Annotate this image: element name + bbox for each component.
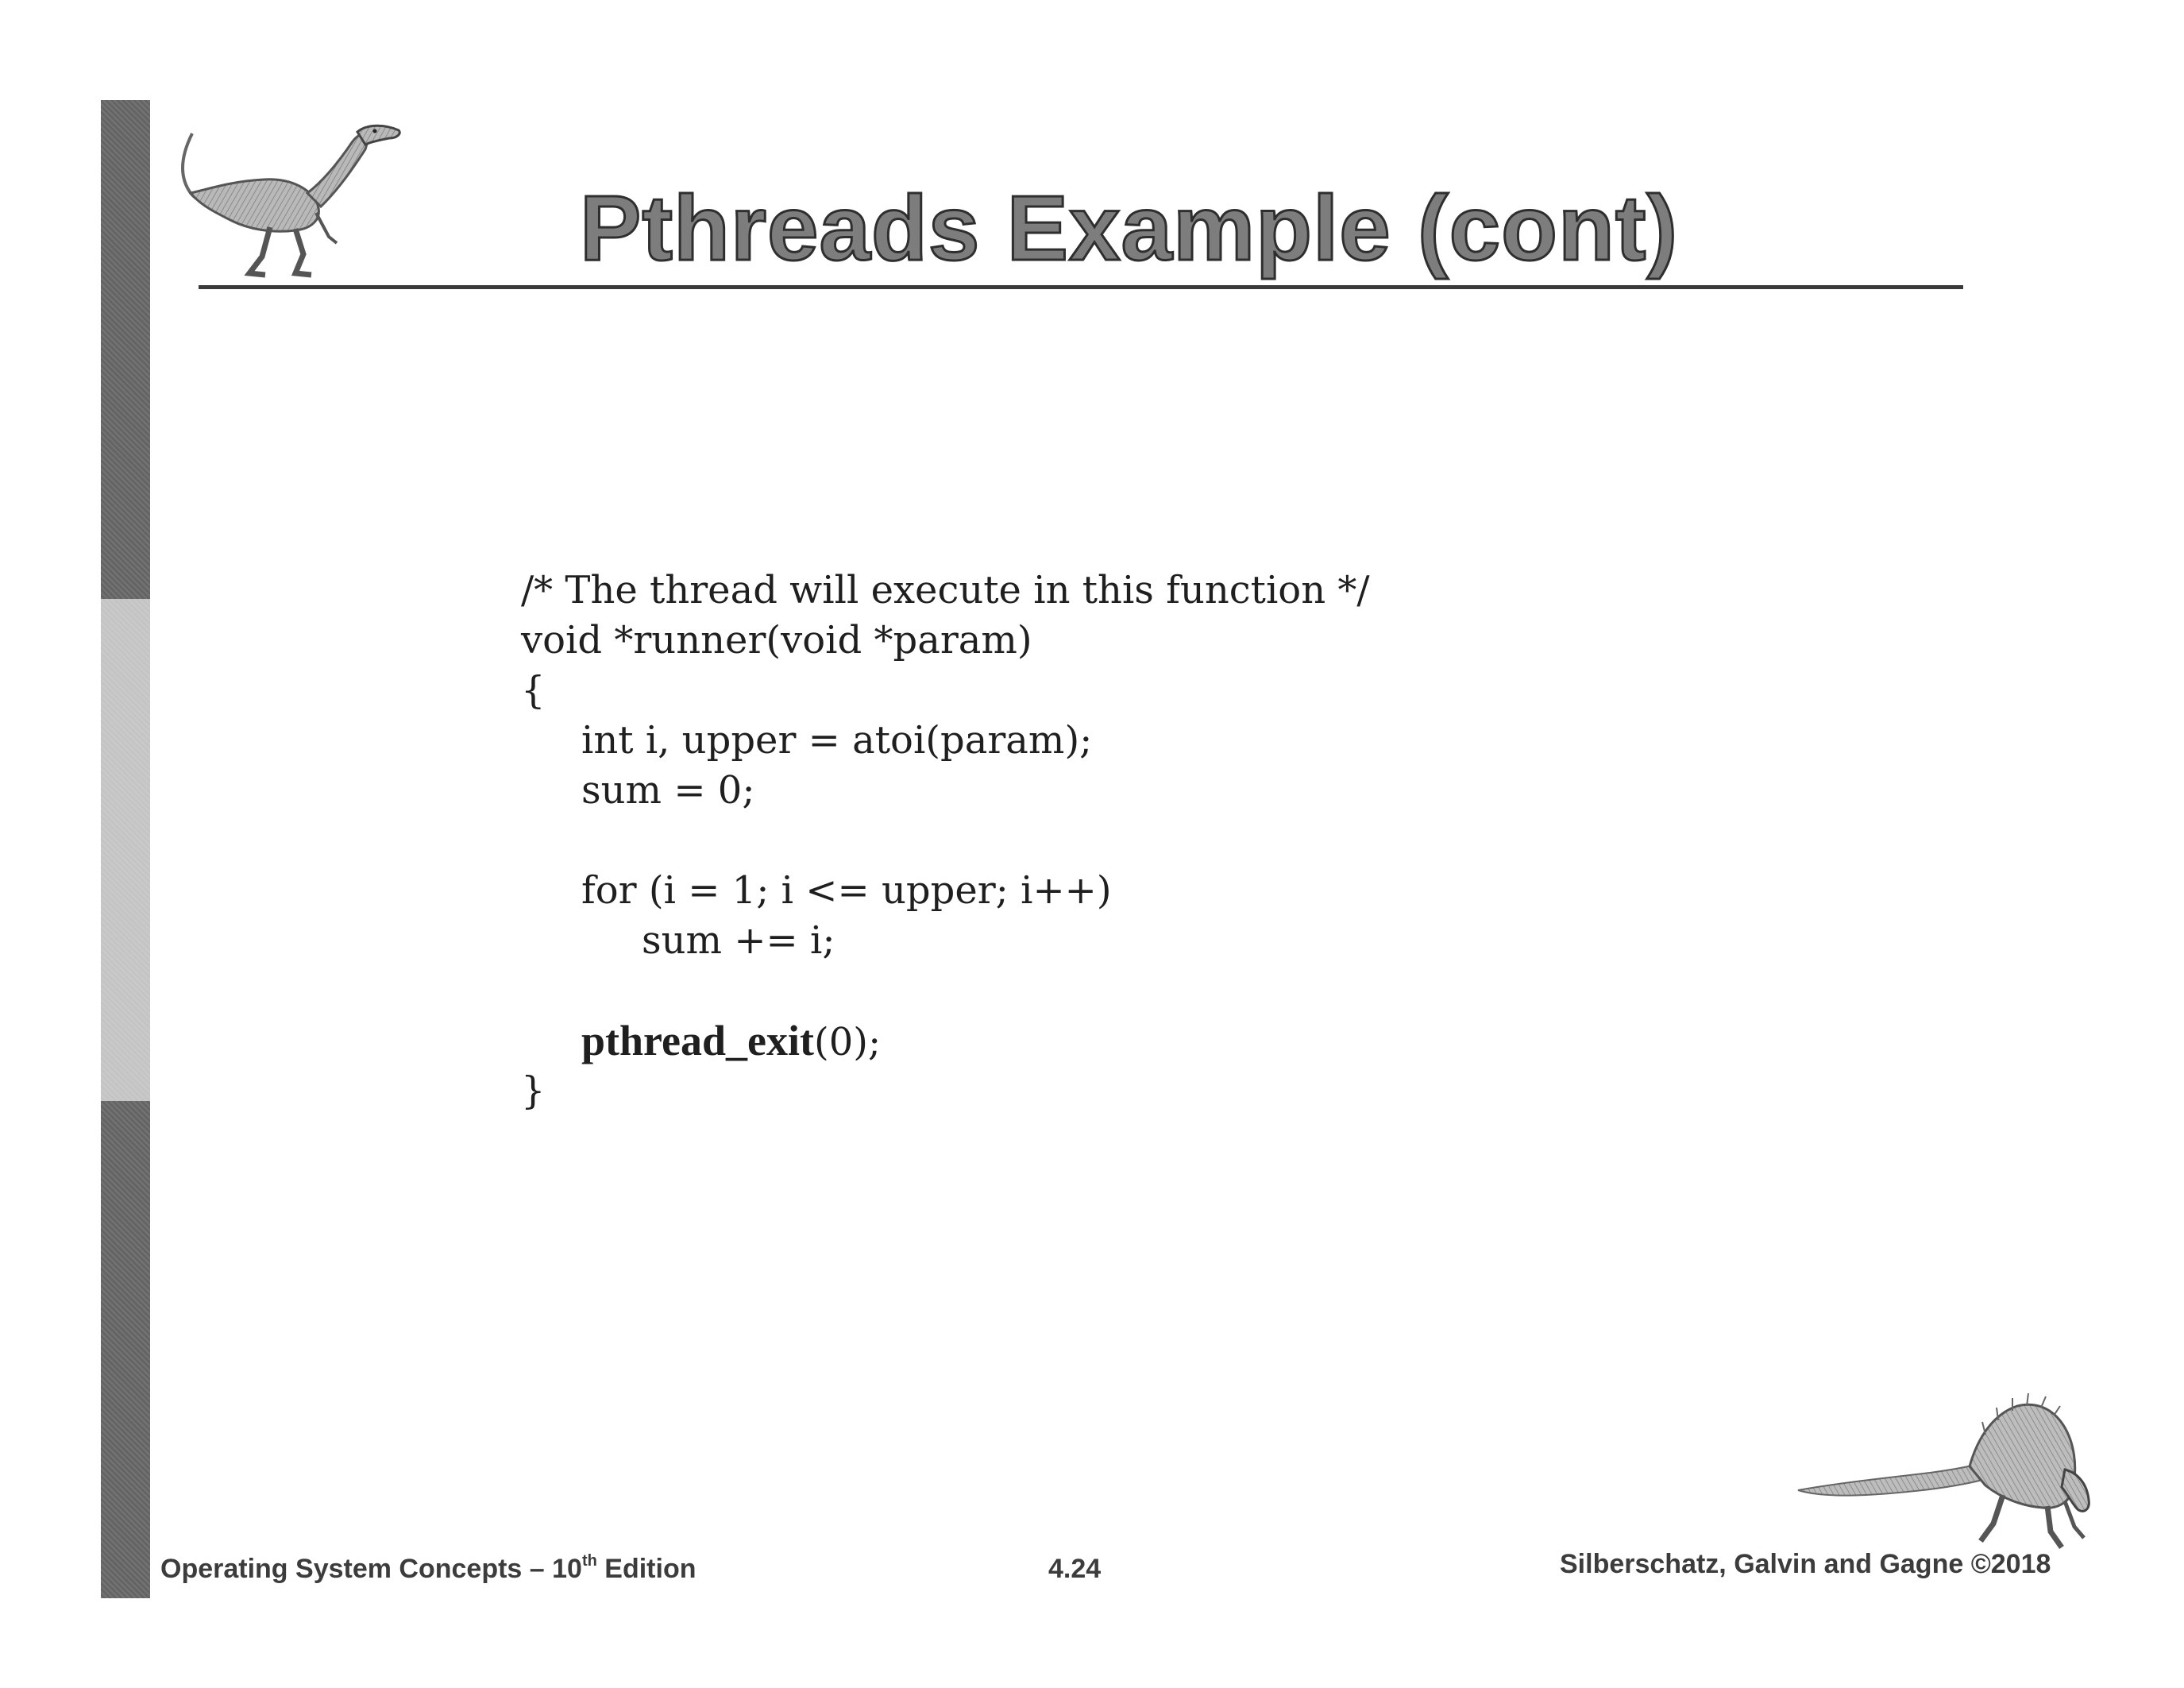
title-divider [199,285,1963,289]
function-args: (0); [814,1020,882,1064]
footer-authors: Silberschatz, Galvin and Gagne ©2018 [1560,1549,2051,1579]
page-number: 4.24 [1048,1554,1102,1584]
footer-edition-superscript: th [581,1552,597,1570]
function-name: pthread_exit [581,1017,814,1064]
footer-book-title-text: Operating System Concepts – 10 [160,1554,582,1584]
dinosaur-icon [176,118,405,284]
sidebar-bar-middle [101,599,150,1101]
code-line: sum = 0; [581,768,755,813]
code-blank-line [521,966,1370,1016]
code-line: void *runner(void *param) [521,618,1032,662]
code-line: } [521,1068,546,1113]
footer-book-title [160,1554,696,1585]
code-line: { [521,668,546,713]
code-line: for (i = 1; i <= upper; i++) [581,868,1112,913]
sidebar-bar-top [101,100,150,599]
code-blank-line [521,816,1370,866]
code-line [521,1016,1370,1066]
slide-title: Pthreads Example (cont) [580,176,1679,280]
dinosaur-icon [1795,1390,2093,1557]
code-line: sum += i; [642,918,835,963]
code-listing [521,566,1370,1116]
code-line: /* The thread will execute in this function */ [521,568,1370,612]
footer-edition-label: Edition [596,1554,696,1584]
code-line: int i, upper = atoi(param); [581,718,1093,763]
sidebar-bar-bottom [101,1101,150,1598]
